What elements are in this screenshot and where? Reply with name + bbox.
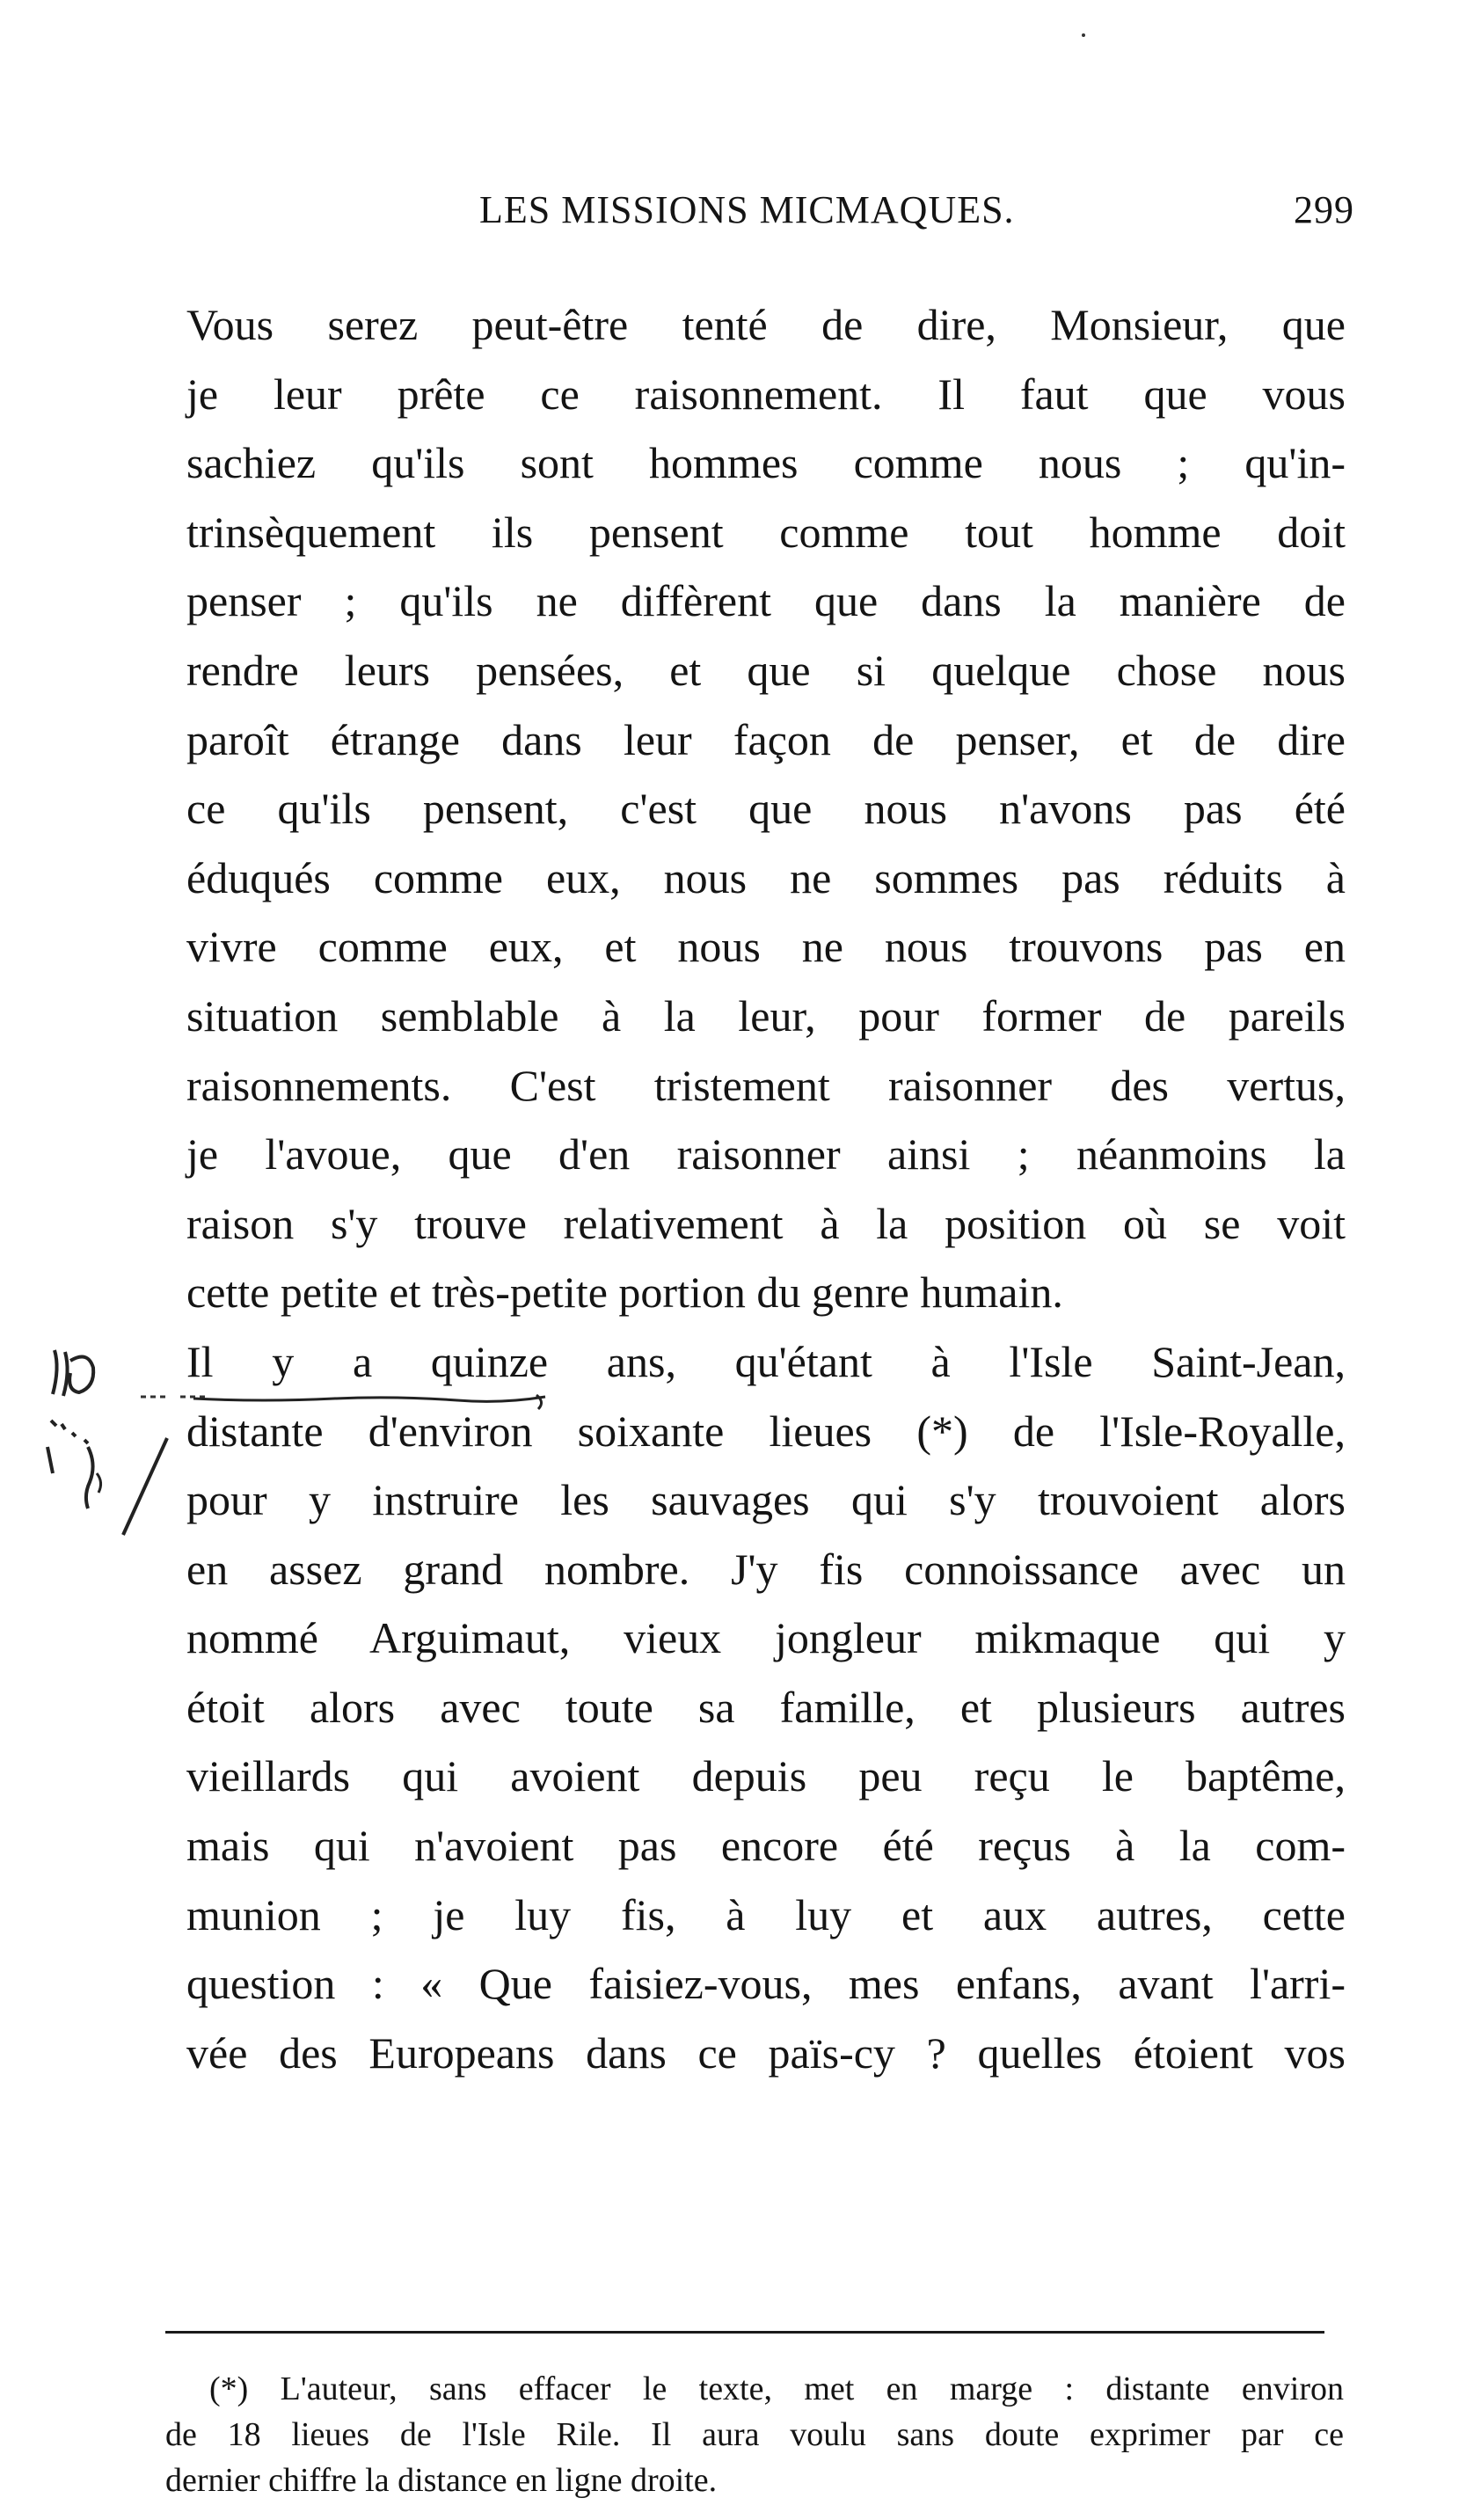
footnote-line: dernier chiffre la distance en ligne droite. bbox=[165, 2462, 718, 2499]
text-line: Vous serez peut-être tenté de dire, Monsieur, que bbox=[186, 300, 1346, 349]
text-line: étoit alors avec toute sa famille, et plusieurs autres bbox=[186, 1682, 1346, 1732]
text-line: vée des Europeans dans ce païs-cy ? quelles étoient vos bbox=[186, 2027, 1346, 2078]
text-line: paroît étrange dans leur façon de penser, et de dire bbox=[186, 714, 1346, 764]
text-line: raisonnements. C'est tristement raisonner des vertus, bbox=[186, 1060, 1346, 1110]
footnote-line: de 18 lieues de l'Isle Rile. Il aura voulu sans doute exprimer par ce bbox=[165, 2416, 1344, 2453]
footnote-line: (*) L'auteur, sans effacer le texte, met en marge : distante environ bbox=[209, 2370, 1344, 2407]
text-line: penser ; qu'ils ne diffèrent que dans la manière de bbox=[186, 576, 1346, 626]
text-line: vivre comme eux, et nous ne nous trouvons pas en bbox=[186, 922, 1346, 972]
text-line: mais qui n'avoient pas encore été reçus à la com- bbox=[186, 1821, 1346, 1871]
text-line: cette petite et très-petite portion du genre humain. bbox=[186, 1267, 1063, 1318]
running-head bbox=[185, 187, 1354, 240]
text-line: je l'avoue, que d'en raisonner ainsi ; néanmoins la bbox=[186, 1129, 1346, 1180]
text-line: munion ; je luy fis, à luy et aux autres, cette bbox=[186, 1889, 1346, 1939]
text-line: question : « Que faisiez-vous, mes enfans, avant l'arri- bbox=[186, 1959, 1346, 2009]
text-line: rendre leurs pensées, et que si quelque chose nous bbox=[186, 645, 1346, 695]
print-speck bbox=[1082, 33, 1085, 37]
text-line: nommé Arguimaut, vieux jongleur mikmaque qui y bbox=[186, 1613, 1346, 1663]
text-line: trinsèquement ils pensent comme tout homme doit bbox=[186, 507, 1346, 557]
text-line: éduqués comme eux, nous ne sommes pas réduits à bbox=[186, 852, 1346, 902]
text-line: ce qu'ils pensent, c'est que nous n'avons pas été bbox=[186, 784, 1346, 834]
text-line: sachiez qu'ils sont hommes comme nous ; qu'in- bbox=[186, 438, 1346, 488]
text-line: je leur prête ce raisonnement. Il faut que vous bbox=[186, 369, 1346, 419]
running-title: LES MISSIONS MICMAQUES. bbox=[479, 188, 1015, 231]
body-text bbox=[186, 290, 1346, 2087]
page-number: 299 bbox=[1294, 188, 1354, 231]
text-line: vieillards qui avoient depuis peu reçu le baptême, bbox=[186, 1751, 1346, 1801]
text-line: situation semblable à la leur, pour former de pareils bbox=[186, 990, 1346, 1041]
footnote-rule bbox=[165, 2331, 1324, 2334]
text-line: distante d'environ soixante lieues (*) de l'Isle-Royalle, bbox=[186, 1406, 1346, 1456]
text-line: pour y instruire les sauvages qui s'y trouvoient alors bbox=[186, 1475, 1346, 1525]
footnote bbox=[165, 2366, 1344, 2503]
margin-annotation bbox=[35, 1341, 193, 1544]
handwritten-margin-note bbox=[35, 1341, 193, 1544]
text-line: en assez grand nombre. J'y fis connoissance avec un bbox=[186, 1544, 1346, 1594]
text-line: raison s'y trouve relativement à la position où se voit bbox=[186, 1198, 1346, 1248]
text-line: Il y a quinze ans, qu'étant à l'Isle Saint-Jean, bbox=[186, 1336, 1346, 1386]
